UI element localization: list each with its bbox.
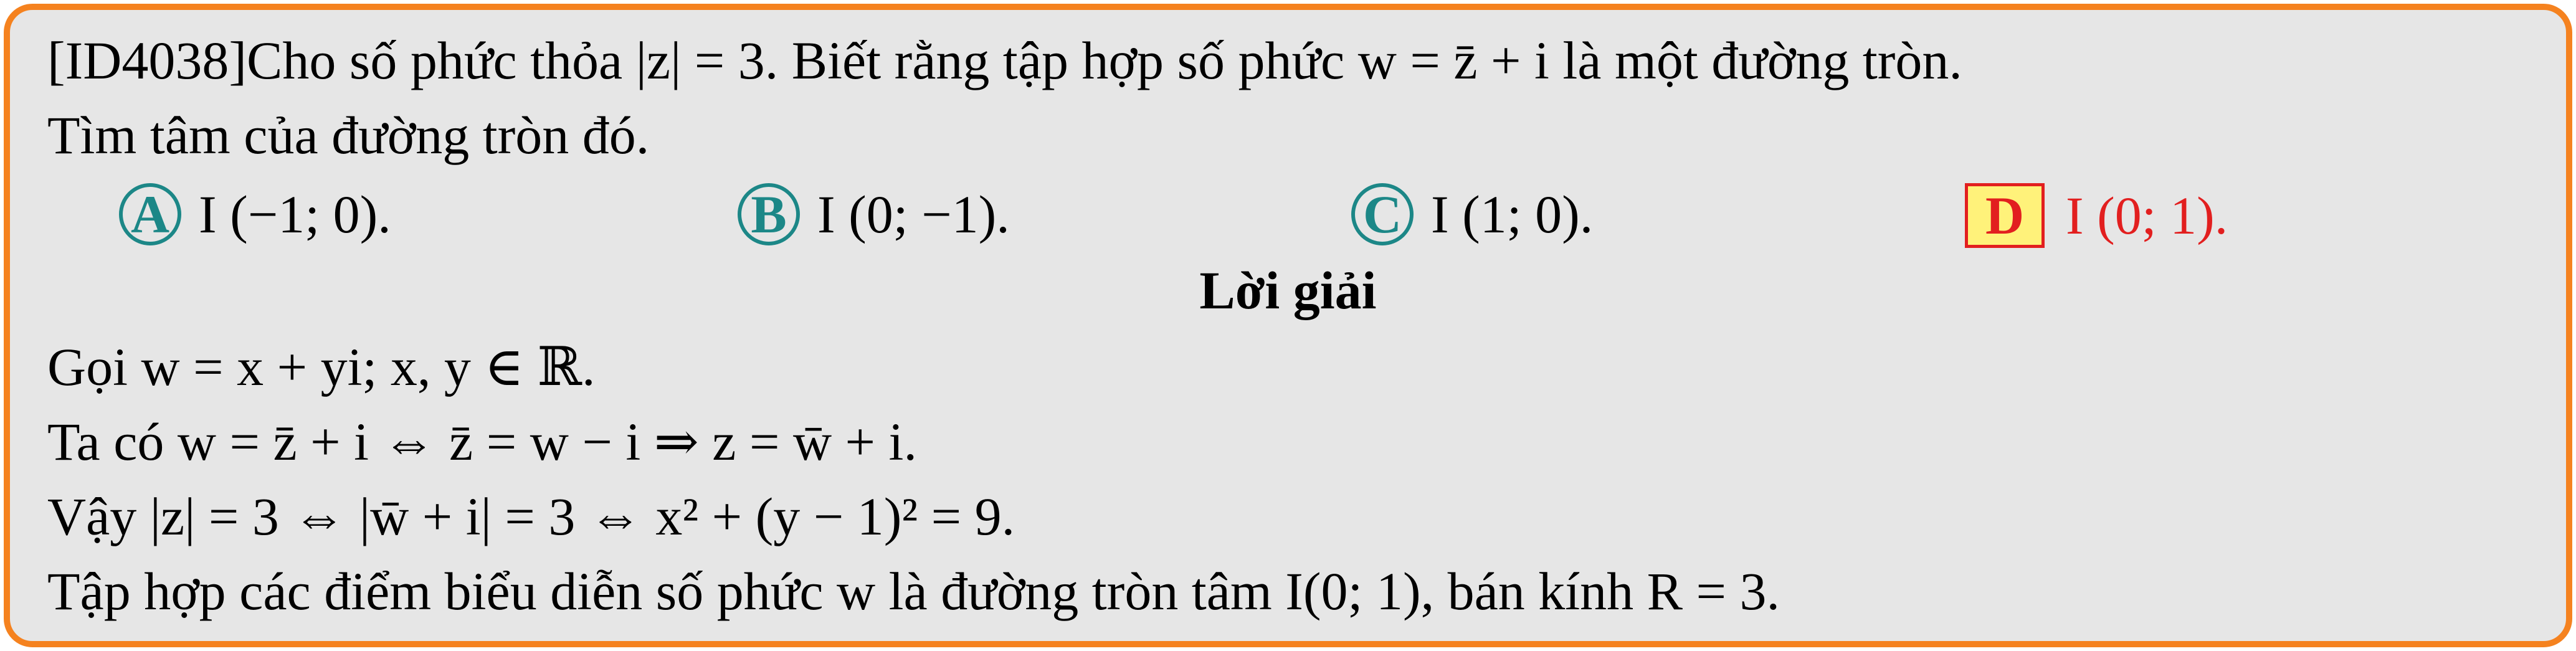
choice-c-marker: C bbox=[1351, 183, 1414, 245]
choice-b-marker: B bbox=[738, 183, 800, 245]
solution-line-2: Ta có w = z̄ + i ⇔ z̄ = w − i ⇒ z = w̄ + i. bbox=[47, 412, 917, 472]
question-card bbox=[4, 4, 2572, 647]
choice-d-correct[interactable] bbox=[1965, 183, 2228, 248]
problem-line-1: [ID4038]Cho số phức thỏa |z| = 3. Biết rằng tập hợp số phức w = z̄ + i là một đường tròn. bbox=[47, 31, 1962, 90]
choice-a-marker: A bbox=[119, 183, 181, 245]
choice-a[interactable] bbox=[119, 183, 391, 245]
choice-c[interactable] bbox=[1351, 183, 1593, 245]
solution-line-1: Gọi w = x + yi; x, y ∈ ℝ. bbox=[47, 337, 596, 397]
problem-line-2: Tìm tâm của đường tròn đó. bbox=[47, 105, 650, 165]
choice-a-text: I (−1; 0). bbox=[199, 184, 391, 244]
solution-line-3: Vậy |z| = 3 ⇔ |w̄ + i| = 3 ⇔ x² + (y − 1)² = 9. bbox=[47, 487, 1015, 546]
solution-heading: Lời giải bbox=[1199, 260, 1377, 320]
choice-d-marker: D bbox=[1965, 183, 2045, 248]
solution-line-4: Tập hợp các điểm biểu diễn số phức w là đường tròn tâm I(0; 1), bán kính R = 3. bbox=[47, 561, 1780, 621]
choice-b[interactable] bbox=[738, 183, 1010, 245]
choice-c-text: I (1; 0). bbox=[1431, 184, 1594, 244]
choice-d-text: I (0; 1). bbox=[2066, 186, 2228, 245]
choice-b-text: I (0; −1). bbox=[817, 184, 1010, 244]
